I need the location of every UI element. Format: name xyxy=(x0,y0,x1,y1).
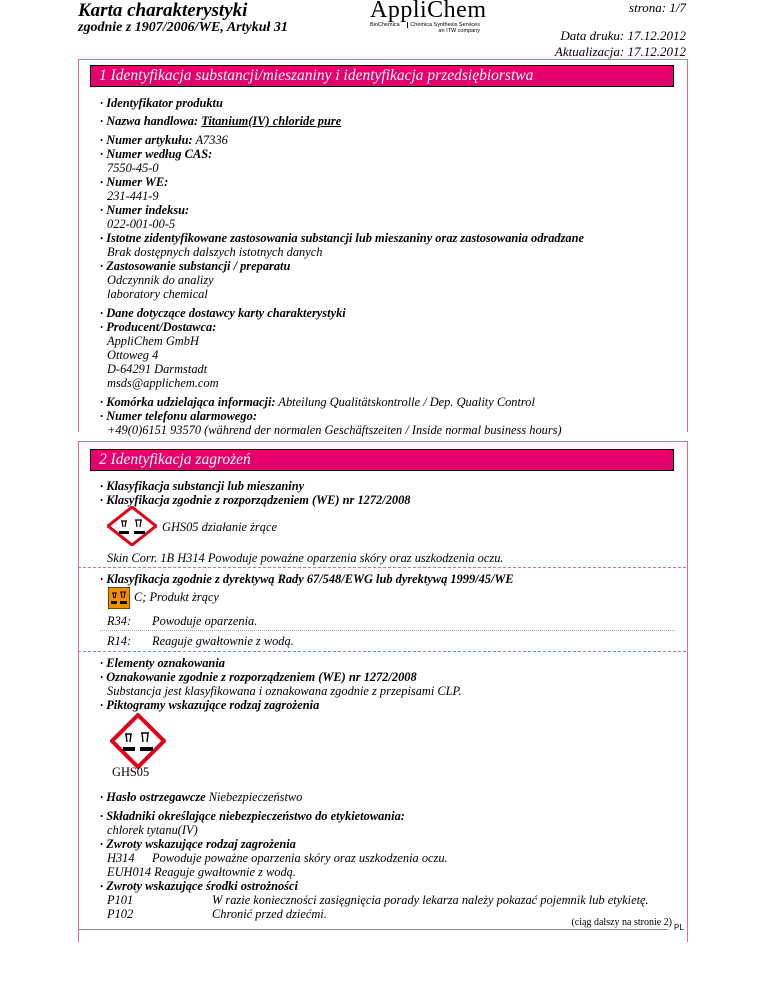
classification-regulation-label: · Klasyfikacja zgodnie z rozporządzeniem (WE) nr 1272/2008 xyxy=(100,493,411,507)
continued-note: (ciąg dalszy na stronie 2) xyxy=(571,917,672,928)
logo-company: an ITW company xyxy=(438,28,480,34)
ghs05-small-icon xyxy=(107,506,157,546)
signal-word: Niebezpieczeństwo xyxy=(208,790,303,804)
p101-text: W razie konieczności zasięgnięcia porady lekarza należy pokazać pojemnik lub etykietę. xyxy=(212,893,649,907)
index-number: 022-001-00-5 xyxy=(107,217,176,231)
producer-line-3: D-64291 Darmstadt xyxy=(107,362,208,376)
r34-code: R34: xyxy=(107,614,132,628)
trade-name-line: · Nazwa handlowa: Titanium(IV) chloride pure xyxy=(100,114,342,128)
label-regulation-text: Substancja jest klasyfikowana i oznakowana zgodnie z przepisami CLP. xyxy=(107,684,462,698)
uses-label: · Istotne zidentyfikowane zastosowania substancji lub mieszaniny oraz zastosowania odradzane xyxy=(100,231,585,245)
label-elements-label: · Elementy oznakowania xyxy=(100,656,225,670)
p102-text: Chronić przed dziećmi. xyxy=(212,907,327,921)
supplier-label: · Dane dotyczące dostawcy karty charakterystyki xyxy=(100,306,346,320)
h314-code: H314 xyxy=(107,851,135,865)
we-number: 231-441-9 xyxy=(107,189,159,203)
index-label: · Numer indeksu: xyxy=(100,203,190,217)
application-2: laboratory chemical xyxy=(107,287,208,301)
page-number: strona: 1/7 xyxy=(629,0,686,15)
we-label: · Numer WE: xyxy=(100,175,169,189)
c-classification: C; Produkt żrący xyxy=(134,590,219,604)
pictogram-caption: GHS05 xyxy=(112,765,150,779)
phone-number: +49(0)6151 93570 (während der normalen Geschäftszeiten / Inside normal business hours) xyxy=(107,423,562,437)
r34-text: Powoduje oparzenia. xyxy=(152,614,258,628)
ghs05-caption: GHS05 działanie żrące xyxy=(162,520,277,534)
producer-line-2: Ottoweg 4 xyxy=(107,348,159,362)
h314-text: Powoduje poważne oparzenia skóry oraz uszkodzenia oczu. xyxy=(152,851,448,865)
print-date: Data druku: 17.12.2012 xyxy=(560,28,686,43)
euh014-text: EUH014 Reaguje gwałtownie z wodą. xyxy=(107,865,296,879)
directive-label: · Klasyfikacja zgodnie z dyrektywą Rady 67/548/EWG lub dyrektywą 1999/45/WE xyxy=(100,572,514,586)
article-number: A7336 xyxy=(195,133,228,147)
product-identifier-label: · Identyfikator produktu xyxy=(100,96,223,110)
info-line: · Komórka udzielająca informacji: Abteilung Qualitätskontrolle / Dep. Quality Control xyxy=(100,395,535,409)
p101-code: P101 xyxy=(107,893,134,907)
ghs05-large-icon xyxy=(110,713,166,769)
logo-left-label: BioChemica xyxy=(370,22,400,28)
signal-word-line: · Hasło ostrzegawcze Niebezpieczeństwo xyxy=(100,790,303,804)
document-title: Karta charakterystyki xyxy=(78,0,248,21)
document-subtitle: zgodnie z 1907/2006/WE, Artykuł 31 xyxy=(78,20,288,35)
components-text: chlorek tytanu(IV) xyxy=(107,823,198,837)
section-2-heading: 2 Identyfikacja zagrożeń xyxy=(90,449,674,471)
logo-name: AppliChem xyxy=(370,0,487,23)
r14-code: R14: xyxy=(107,634,132,648)
producer-line-1: AppliChem GmbH xyxy=(107,334,199,348)
application-label: · Zastosowanie substancji / preparatu xyxy=(100,259,291,273)
applichem-logo xyxy=(370,0,487,34)
cas-label: · Numer według CAS: xyxy=(100,147,213,161)
components-label: · Składniki określające niebezpieczeństwo do etykietowania: xyxy=(100,809,405,823)
producer-label: · Producent/Dostawca: xyxy=(100,320,217,334)
cas-number: 7550-45-0 xyxy=(107,161,159,175)
application-1: Odczynnik do analizy xyxy=(107,273,214,287)
footer-rule xyxy=(78,929,668,930)
divider xyxy=(78,567,686,568)
article-number-line: · Numer artykułu: A7336 xyxy=(100,133,228,147)
skin-corrosion-text: Skin Corr. 1B H314 Powoduje poważne oparzenia skóry oraz uszkodzenia oczu. xyxy=(107,551,504,565)
dotted-divider xyxy=(100,630,675,631)
phone-label: · Numer telefonu alarmowego: xyxy=(100,409,257,423)
section-1-heading: 1 Identyfikacja substancji/mieszaniny i identyfikacja przedsiębiorstwa xyxy=(90,65,674,87)
divider xyxy=(78,651,686,652)
language-code: PL xyxy=(674,923,684,932)
uses-text: Brak dostępnych dalszych istotnych danych xyxy=(107,245,323,259)
classification-label: · Klasyfikacja substancji lub mieszaniny xyxy=(100,479,305,493)
r14-text: Reaguje gwałtownie z wodą. xyxy=(152,634,294,648)
label-regulation-label: · Oznakowanie zgodnie z rozporządzeniem (WE) nr 1272/2008 xyxy=(100,670,417,684)
trade-name: Titanium(IV) chloride pure xyxy=(201,114,342,128)
producer-email: msds@applichem.com xyxy=(107,376,219,390)
corrosive-c-icon xyxy=(108,587,130,609)
logo-right-label: Chemica Synthesis Services xyxy=(407,22,480,28)
precaution-label: · Zwroty wskazujące środki ostrożności xyxy=(100,879,298,893)
update-date: Aktualizacja: 17.12.2012 xyxy=(554,44,686,59)
hazard-statements-label: · Zwroty wskazujące rodzaj zagrożenia xyxy=(100,837,296,851)
p102-code: P102 xyxy=(107,907,134,921)
pictograms-label: · Piktogramy wskazujące rodzaj zagrożenia xyxy=(100,698,320,712)
